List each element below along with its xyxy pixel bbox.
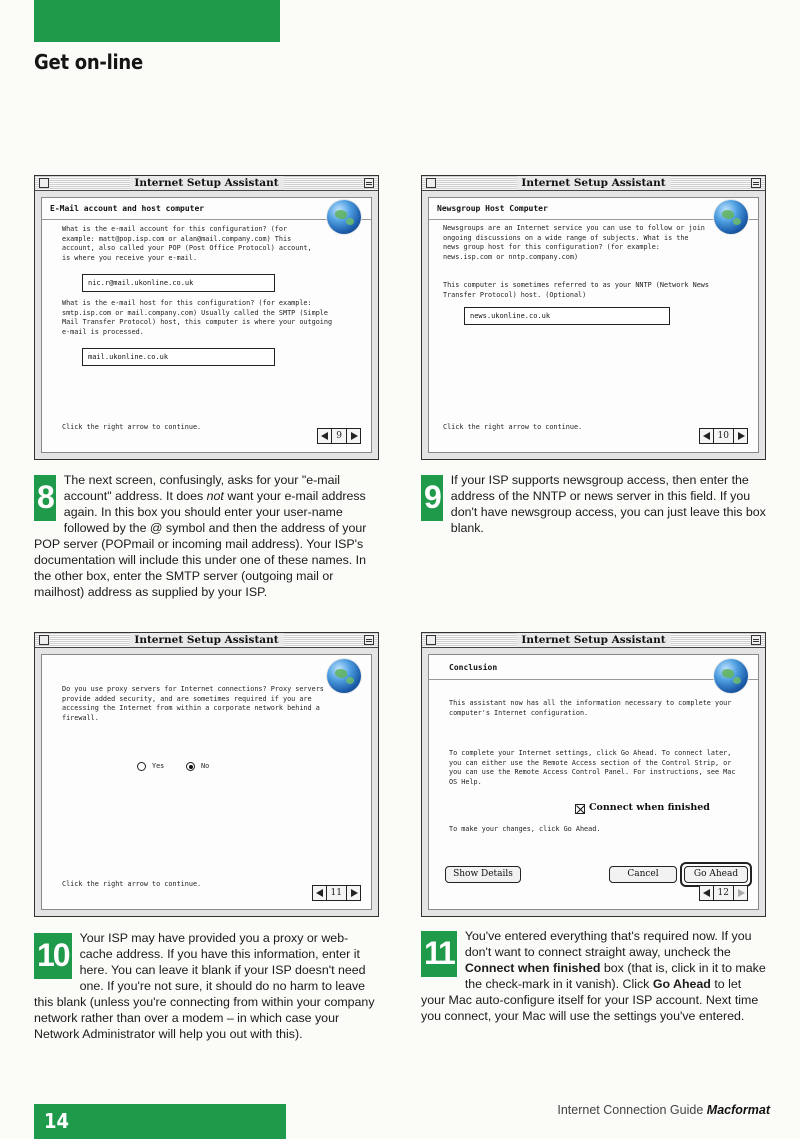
step-bold-go-ahead: Go Ahead xyxy=(652,977,711,991)
page-navigator xyxy=(699,885,748,901)
connect-when-finished-checkbox[interactable] xyxy=(575,804,585,814)
bottom-accent-bar xyxy=(34,1104,286,1139)
page-navigator xyxy=(312,885,361,901)
proxy-yes-radio[interactable] xyxy=(137,762,146,771)
close-box-icon[interactable] xyxy=(39,635,49,645)
collapse-box-icon[interactable] xyxy=(364,635,374,645)
close-box-icon[interactable] xyxy=(426,635,436,645)
window-content xyxy=(41,654,372,910)
continue-hint: Click the right arrow to continue. xyxy=(62,422,202,431)
email-host-field[interactable]: mail.ukonline.co.uk xyxy=(82,348,275,366)
close-box-icon[interactable] xyxy=(426,178,436,188)
panel-heading: E-Mail account and host computer xyxy=(50,204,205,213)
go-ahead-button[interactable]: Go Ahead xyxy=(684,866,748,883)
page-navigator xyxy=(699,428,748,444)
window-titlebar[interactable] xyxy=(35,633,378,648)
proxy-yes-label: Yes xyxy=(152,762,165,770)
continue-hint: Click the right arrow to continue. xyxy=(62,879,202,888)
collapse-box-icon[interactable] xyxy=(364,178,374,188)
step-number: 10 xyxy=(34,933,72,979)
continue-hint: Click the right arrow to continue. xyxy=(443,422,583,431)
step-number: 8 xyxy=(34,475,56,521)
setup-window-conclusion xyxy=(421,632,766,917)
step-text: The next screen, confusingly, asks for your "e-mail account" address. It does xyxy=(63,473,340,503)
panel-heading: Conclusion xyxy=(449,663,498,672)
setup-window-newsgroup xyxy=(421,175,766,460)
footer-guide-title: Internet Connection Guide xyxy=(557,1103,704,1117)
window-title: Internet Setup Assistant xyxy=(516,633,670,647)
window-title: Internet Setup Assistant xyxy=(516,176,670,190)
next-arrow-icon xyxy=(733,886,747,900)
email-host-prompt: What is the e-mail host for this configuration? (for example: smtp.isp.com or mail.company.com) Usually called the SMTP (Simple Mail Transfer Protocol) host, this computer is where your outgoing e-mail is processed. xyxy=(62,299,333,336)
window-titlebar[interactable] xyxy=(422,176,765,191)
step-10 xyxy=(34,930,379,1042)
show-details-button[interactable]: Show Details xyxy=(445,866,521,883)
window-content xyxy=(41,197,372,453)
proxy-no-label: No xyxy=(201,762,210,770)
top-accent-bar xyxy=(34,0,280,42)
panel-heading: Newsgroup Host Computer xyxy=(437,204,548,213)
page-number: 10 xyxy=(717,431,729,441)
proxy-no-radio[interactable] xyxy=(186,762,195,771)
nntp-description: This computer is sometimes referred to as your NNTP (Network News Transfer Protocol) host. (Optional) xyxy=(443,281,709,299)
next-arrow-icon[interactable] xyxy=(346,886,360,900)
page-number: 12 xyxy=(717,888,729,898)
conclusion-instructions: To complete your Internet settings, click Go Ahead. To connect later, you can either use the Remote Access section of the Control Strip, or you can use the Remote Access Control Panel. For instructions, see Mac OS Help. xyxy=(449,749,736,786)
page-number: 11 xyxy=(330,888,342,898)
step-9 xyxy=(421,472,766,536)
page-footer xyxy=(557,1103,770,1117)
window-content xyxy=(428,654,759,910)
step-11 xyxy=(421,928,766,1024)
cancel-button[interactable]: Cancel xyxy=(609,866,677,883)
window-title: Internet Setup Assistant xyxy=(129,176,283,190)
newsgroup-prompt: Newsgroups are an Internet service you can use to follow or join ongoing discussions on a wide range of subjects. What is the news group host for this configuration? (for example: news.isp.com or nntp.company.com) xyxy=(443,224,705,261)
step-bold-connect: Connect when finished xyxy=(464,961,601,975)
divider xyxy=(429,679,758,680)
next-arrow-icon[interactable] xyxy=(346,429,360,443)
go-ahead-hint: To make your changes, click Go Ahead. xyxy=(449,825,601,833)
email-account-field[interactable]: nic.r@mail.ukonline.co.uk xyxy=(82,274,275,292)
collapse-box-icon[interactable] xyxy=(751,635,761,645)
step-8 xyxy=(34,472,379,600)
window-title: Internet Setup Assistant xyxy=(129,633,283,647)
step-number: 11 xyxy=(421,931,457,977)
previous-arrow-icon[interactable] xyxy=(700,429,714,443)
window-titlebar[interactable] xyxy=(35,176,378,191)
previous-arrow-icon[interactable] xyxy=(700,886,714,900)
divider xyxy=(42,219,371,220)
close-box-icon[interactable] xyxy=(39,178,49,188)
collapse-box-icon[interactable] xyxy=(751,178,761,188)
page-navigator xyxy=(317,428,361,444)
step-number: 9 xyxy=(421,475,443,521)
setup-window-email xyxy=(34,175,379,460)
footer-brand-logo: Macformat xyxy=(706,1103,770,1117)
step-text: You've entered everything that's required now. If you don't want to connect straight away, uncheck the xyxy=(464,929,752,959)
next-arrow-icon[interactable] xyxy=(733,429,747,443)
conclusion-summary: This assistant now has all the information necessary to complete your computer's Internet configuration. xyxy=(449,699,732,717)
email-account-prompt: What is the e-mail account for this configuration? (for example: matt@pop.isp.com or alan@mail.company.com) This account, also called your POP (Post Office Protocol) account, is where you receive your e-mail. xyxy=(62,225,312,262)
page-number: 9 xyxy=(336,431,342,441)
divider xyxy=(429,219,758,220)
globe-icon xyxy=(714,200,748,234)
setup-window-proxy xyxy=(34,632,379,917)
step-emphasis: not xyxy=(206,489,224,503)
proxy-prompt: Do you use proxy servers for Internet connections? Proxy servers provide added security, and are sometimes required if you are accessing the Internet from within a corporate network behind a firewall. xyxy=(62,685,324,722)
window-content xyxy=(428,197,759,453)
previous-arrow-icon[interactable] xyxy=(313,886,327,900)
window-titlebar[interactable] xyxy=(422,633,765,648)
page-title: Get on-line xyxy=(34,50,143,74)
previous-arrow-icon[interactable] xyxy=(318,429,332,443)
page-number-folio: 14 xyxy=(44,1109,70,1133)
globe-icon xyxy=(714,659,748,693)
globe-icon xyxy=(327,659,361,693)
news-host-field[interactable]: news.ukonline.co.uk xyxy=(464,307,670,325)
globe-icon xyxy=(327,200,361,234)
step-text-cont: box (that is, click in it to make the check-mark in it vanish). Click xyxy=(464,961,766,991)
step-text: Your ISP may have provided you a proxy or web-cache address. If you have this information, enter it here. You can leave it blank if your ISP doesn't need one. If you're not sure, it should do no harm to leave this blank (unless you're connecting from within your company network rather than over a modem – in which case your Network Administrator will help you out with this). xyxy=(34,931,375,1041)
step-text-cont: want your e-mail address again. In this box you should enter your user-name followed by the @ symbol and then the address of your POP server (POPmail or incoming mail address). Your ISP's documentation will include this under one of these names. In the other box, enter the SMTP server (outgoing mail or mailhost) address as supplied by your ISP. xyxy=(34,489,367,599)
step-text-end: to let your Mac auto-configure itself for your ISP account. Next time you connect, your Mac will use the settings you've entered. xyxy=(421,977,759,1023)
connect-when-finished-label[interactable]: Connect when finished xyxy=(589,802,710,813)
step-text: If your ISP supports newsgroup access, then enter the address of the NNTP or news server in this field. If you don't have newsgroup access, you can just leave this box blank. xyxy=(450,473,766,535)
